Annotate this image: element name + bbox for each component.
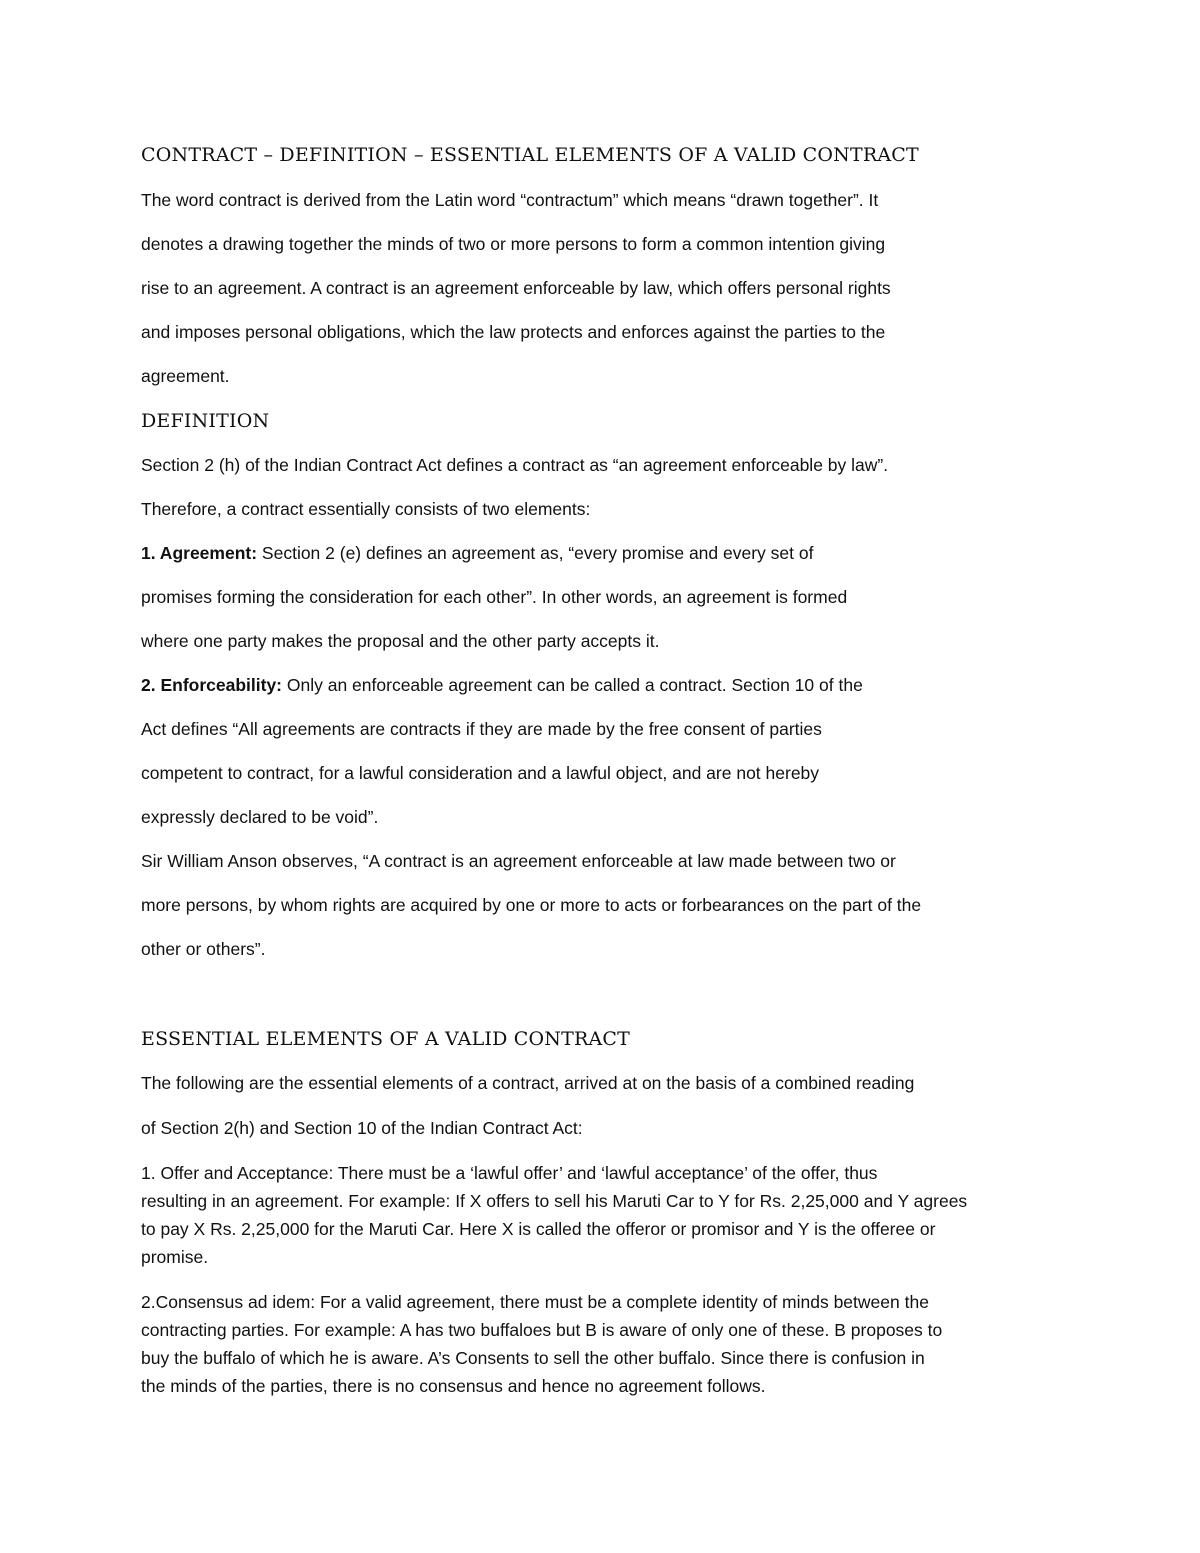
page-title: CONTRACT – DEFINITION – ESSENTIAL ELEMENTS OF A VALID CONTRACT	[141, 144, 919, 166]
consensus-line: 2.Consensus ad idem: For a valid agreement, there must be a complete identity of minds between the	[141, 1292, 929, 1312]
enforceability-label: 2. Enforceability:	[141, 675, 283, 695]
agreement-line	[141, 543, 813, 564]
intro-line: The word contract is derived from the Latin word “contractum” which means “drawn together”. It	[141, 190, 879, 210]
consensus-line: contracting parties. For example: A has two buffaloes but B is aware of only one of these. B proposes to	[141, 1320, 943, 1340]
enforceability-line	[141, 675, 863, 696]
offer-line: promise.	[141, 1247, 209, 1267]
essentials-heading: ESSENTIAL ELEMENTS OF A VALID CONTRACT	[141, 1028, 631, 1050]
intro-line: denotes a drawing together the minds of two or more persons to form a common intention giving	[141, 234, 886, 254]
enforceability-line: competent to contract, for a lawful consideration and a lawful object, and are not hereby	[141, 763, 820, 783]
enforceability-line: Act defines “All agreements are contracts if they are made by the free consent of parties	[141, 719, 822, 739]
intro-line: agreement.	[141, 366, 230, 386]
intro-line: rise to an agreement. A contract is an agreement enforceable by law, which offers personal rights	[141, 278, 891, 298]
anson-line: more persons, by whom rights are acquired by one or more to acts or forbearances on the part of the	[141, 895, 922, 915]
consensus-line: buy the buffalo of which he is aware. A’s Consents to sell the other buffalo. Since there is confusion in	[141, 1348, 925, 1368]
anson-line: Sir William Anson observes, “A contract is an agreement enforceable at law made between two or	[141, 851, 896, 871]
offer-line: 1. Offer and Acceptance: There must be a ‘lawful offer’ and ‘lawful acceptance’ of the offer, thus	[141, 1163, 878, 1183]
consensus-line: the minds of the parties, there is no consensus and hence no agreement follows.	[141, 1376, 766, 1396]
essentials-intro-line: of Section 2(h) and Section 10 of the Indian Contract Act:	[141, 1118, 583, 1138]
essentials-intro-line: The following are the essential elements of a contract, arrived at on the basis of a combined reading	[141, 1073, 915, 1093]
anson-line: other or others”.	[141, 939, 266, 959]
intro-line: and imposes personal obligations, which the law protects and enforces against the parties to the	[141, 322, 886, 342]
agreement-line: where one party makes the proposal and the other party accepts it.	[141, 631, 660, 651]
enforceability-text: Only an enforceable agreement can be called a contract. Section 10 of the	[282, 675, 863, 695]
agreement-line: promises forming the consideration for each other”. In other words, an agreement is formed	[141, 587, 848, 607]
offer-line: to pay X Rs. 2,25,000 for the Maruti Car. Here X is called the offeror or promisor and Y is the offeree or	[141, 1219, 936, 1239]
definition-line: Therefore, a contract essentially consists of two elements:	[141, 499, 591, 519]
definition-line: Section 2 (h) of the Indian Contract Act defines a contract as “an agreement enforceable by law”.	[141, 455, 889, 475]
enforceability-line: expressly declared to be void”.	[141, 807, 379, 827]
agreement-text: Section 2 (e) defines an agreement as, “every promise and every set of	[257, 543, 814, 563]
definition-heading: DEFINITION	[141, 410, 270, 432]
offer-line: resulting in an agreement. For example: If X offers to sell his Maruti Car to Y for Rs. 2,25,000 and Y agrees	[141, 1191, 968, 1211]
agreement-label: 1. Agreement:	[141, 543, 258, 563]
